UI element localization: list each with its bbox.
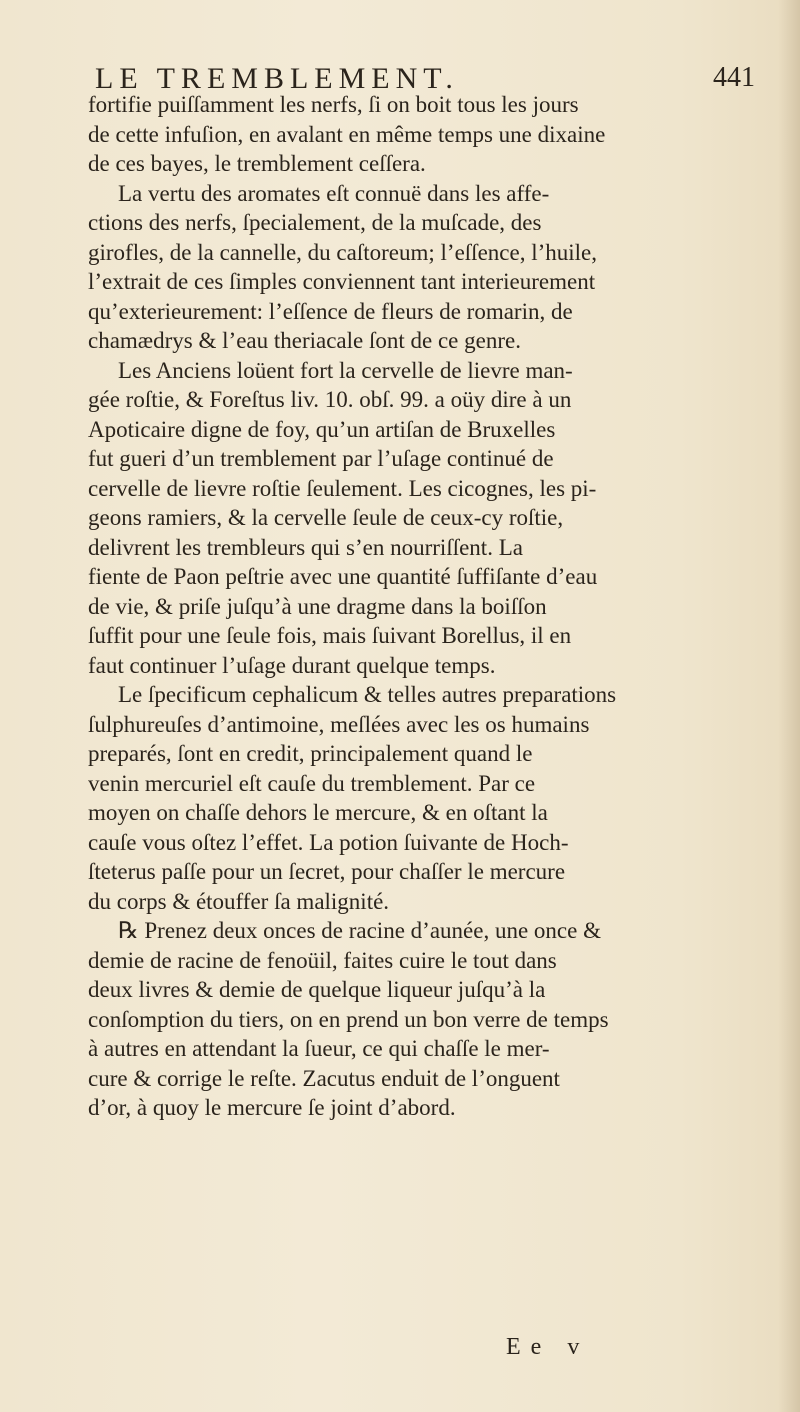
text-line: ℞ Prenez deux onces de racine d’aunée, une once &: [118, 918, 601, 943]
text-line: d’or, à quoy le mercure ſe joint d’abord.: [88, 1095, 456, 1120]
text-line: conſomption du tiers, on en prend un bon verre de temps: [88, 1006, 609, 1032]
text-line: fiente de Paon peſtrie avec une quantité ſuffiſante d’eau: [88, 564, 598, 589]
text-line: à autres en attendant la ſueur, ce qui chaſſe le mer-: [88, 1036, 550, 1061]
page-number: 441: [713, 62, 755, 93]
text-line: ſuffit pour une ſeule fois, mais ſuivant Borellus, il en: [88, 623, 572, 648]
text-line: chamædrys & l’eau theriacale ſont de ce genre.: [88, 328, 521, 353]
text-line: de cette infuſion, en avalant en même temps une dixaine: [88, 121, 606, 147]
text-line: deux livres & demie de quelque liqueur juſqu’à la: [88, 977, 546, 1002]
page-body: [88, 90, 764, 1123]
text-line: ſulphureuſes d’antimoine, meſlées avec les os humains: [88, 711, 590, 737]
text-line: venin mercuriel eſt cauſe du tremblement. Par ce: [88, 770, 536, 796]
text-line: l’extrait de ces ſimples conviennent tant interieurement: [88, 269, 596, 294]
text-line: delivrent les trembleurs qui s’en nourriſſent. La: [88, 534, 523, 560]
running-head: LE TREMBLEMENT.: [95, 62, 459, 95]
text-line: moyen on chaſſe dehors le mercure, & en oſtant la: [88, 800, 548, 825]
text-line: ctions des nerfs, ſpecialement, de la muſcade, des: [88, 210, 542, 235]
text-line: geons ramiers, & la cervelle ſeule de ceux-cy roſtie,: [88, 505, 564, 530]
text-line: du corps & étouffer ſa malignité.: [88, 888, 390, 914]
text-line: cervelle de lievre roſtie ſeulement. Les cicognes, les pi-: [88, 475, 597, 501]
text-line: demie de racine de fenoüil, faites cuire le tout dans: [88, 947, 557, 973]
text-line: girofles, de la cannelle, du caſtoreum; l’eſſence, l’huile,: [88, 239, 597, 265]
text-line: Les Anciens loüent fort la cervelle de lievre man-: [118, 357, 573, 383]
text-line: de vie, & priſe juſqu’à une dragme dans la boiſſon: [88, 593, 547, 619]
text-line: fortifie puiſſamment les nerfs, ſi on boit tous les jours: [88, 92, 579, 117]
text-line: ſteterus paſſe pour un ſecret, pour chaſſer le mercure: [88, 859, 566, 884]
text-line: cure & corrige le reſte. Zacutus enduit de l’onguent: [88, 1065, 560, 1091]
text-line: Apoticaire digne de foy, qu’un artiſan de Bruxelles: [88, 416, 556, 442]
text-line: cauſe vous oſtez l’effet. La potion ſuivante de Hoch-: [88, 829, 569, 855]
text-line: La vertu des aromates eſt connuë dans les affe-: [118, 180, 550, 206]
text-line: gée roſtie, & Foreſtus liv. 10. obſ. 99. a oüy dire à un: [88, 387, 572, 412]
text-line: qu’exterieurement: l’eſſence de fleurs de romarin, de: [88, 298, 573, 324]
text-line: fut gueri d’un tremblement par l’uſage continué de: [88, 446, 554, 471]
signature-mark: Ee v: [506, 1334, 590, 1360]
text-line: preparés, ſont en credit, principalement quand le: [88, 741, 533, 766]
text-line: de ces bayes, le tremblement ceſſera.: [88, 151, 426, 176]
text-line: faut continuer l’uſage durant quelque temps.: [88, 652, 496, 678]
text-line: Le ſpecificum cephalicum & telles autres preparations: [118, 682, 617, 707]
